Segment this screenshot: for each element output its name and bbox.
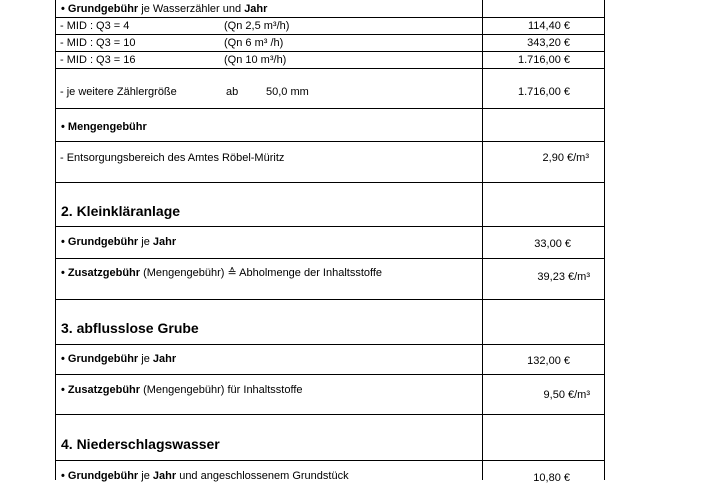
grundgebuehr-label: Grundgebühr [67,470,139,482]
table-right-border [604,0,605,480]
jahr-label: Jahr [152,236,177,248]
section-title-kleinklaeranlage: 2. Kleinkläranlage [61,203,181,219]
zusatzgebuehr-desc: (Mengengebühr) für Inhaltsstoffe [140,384,303,396]
bullet: • [61,470,65,482]
kleinklaeranlage-zusatzgebuehr-price: 39,23 €/m³ [537,271,590,283]
mengengebuehr-label: Mengengebühr [67,121,147,133]
bullet: • [61,236,65,248]
je-label: je [138,470,153,482]
mid-q3-4-price: 114,40 € [527,20,570,32]
mid-q3-4-qn: (Qn 2,5 m³/h) [224,20,290,32]
row-divider [55,108,605,109]
weitere-zaehlergroesse-label: - je weitere Zählergröße [60,86,177,98]
row-divider [55,17,605,18]
grundgebuehr-wasserzaehler [61,3,267,15]
entsorgungsbereich-label: - Entsorgungsbereich des Amtes Röbel-Müritz [60,152,285,164]
row-divider [55,141,605,142]
mid-q3-16-price: 1.716,00 € [518,54,570,66]
kleinklaeranlage-grundgebuehr-price: 33,00 € [534,238,571,250]
mid-q3-10-price: 343,20 € [527,37,570,49]
je-label: je [138,236,153,248]
jahr-label: Jahr [244,3,268,15]
mid-q3-16-qn: (Qn 10 m³/h) [224,54,287,66]
weitere-ab: ab [226,86,239,98]
row-divider [55,258,605,259]
mid-q3-10-label: - MID : Q3 = 10 [60,37,136,49]
zusatzgebuehr-label: Zusatzgebühr [67,384,141,396]
bullet: • [61,121,65,133]
table-column-divider [482,0,483,480]
row-divider [55,460,605,461]
bullet: • [61,384,65,396]
kleinklaeranlage-zusatzgebuehr [61,267,382,279]
grube-grundgebuehr [61,353,176,365]
bullet: • [61,3,65,15]
row-divider [55,344,605,345]
weitere-price: 1.716,00 € [518,86,570,98]
row-divider [55,299,605,300]
mid-q3-4-label: - MID : Q3 = 4 [60,20,130,32]
zusatzgebuehr-label: Zusatzgebühr [67,267,141,279]
section-title-niederschlagswasser: 4. Niederschlagswasser [61,436,220,452]
grundgebuehr-label: Grundgebühr [67,3,139,15]
row-divider [55,182,605,183]
grube-zusatzgebuehr-price: 9,50 €/m³ [543,389,590,401]
grube-grundgebuehr-price: 132,00 € [527,355,570,367]
row-divider [55,374,605,375]
niederschlag-grundgebuehr [61,470,349,482]
mengengebuehr-heading [61,121,147,133]
grundgebuehr-label: Grundgebühr [67,353,139,365]
row-divider [55,226,605,227]
section-title-abflusslose-grube: 3. abflusslose Grube [61,320,199,336]
grundgebuehr-label: Grundgebühr [67,236,139,248]
row-divider [55,414,605,415]
table-left-border [55,0,56,480]
grube-zusatzgebuehr [61,384,303,396]
row-divider [55,51,605,52]
grundstueck-desc: und angeschlossenem Grundstück [176,470,349,482]
row-divider [55,68,605,69]
jahr-label: Jahr [152,470,177,482]
bullet: • [61,353,65,365]
mid-q3-10-qn: (Qn 6 m³ /h) [224,37,284,49]
zusatzgebuehr-desc: (Mengengebühr) ≙ Abholmenge der Inhaltsstoffe [140,267,383,279]
jahr-label: Jahr [152,353,177,365]
niederschlag-grundgebuehr-price: 10,80 € [533,472,570,484]
mid-q3-16-label: - MID : Q3 = 16 [60,54,136,66]
weitere-size: 50,0 mm [266,86,309,98]
bullet: • [61,267,65,279]
grundgebuehr-desc: je Wasserzähler und [138,3,245,15]
entsorgungsbereich-price: 2,90 €/m³ [542,152,589,164]
kleinklaeranlage-grundgebuehr [61,236,176,248]
row-divider [55,34,605,35]
je-label: je [138,353,153,365]
